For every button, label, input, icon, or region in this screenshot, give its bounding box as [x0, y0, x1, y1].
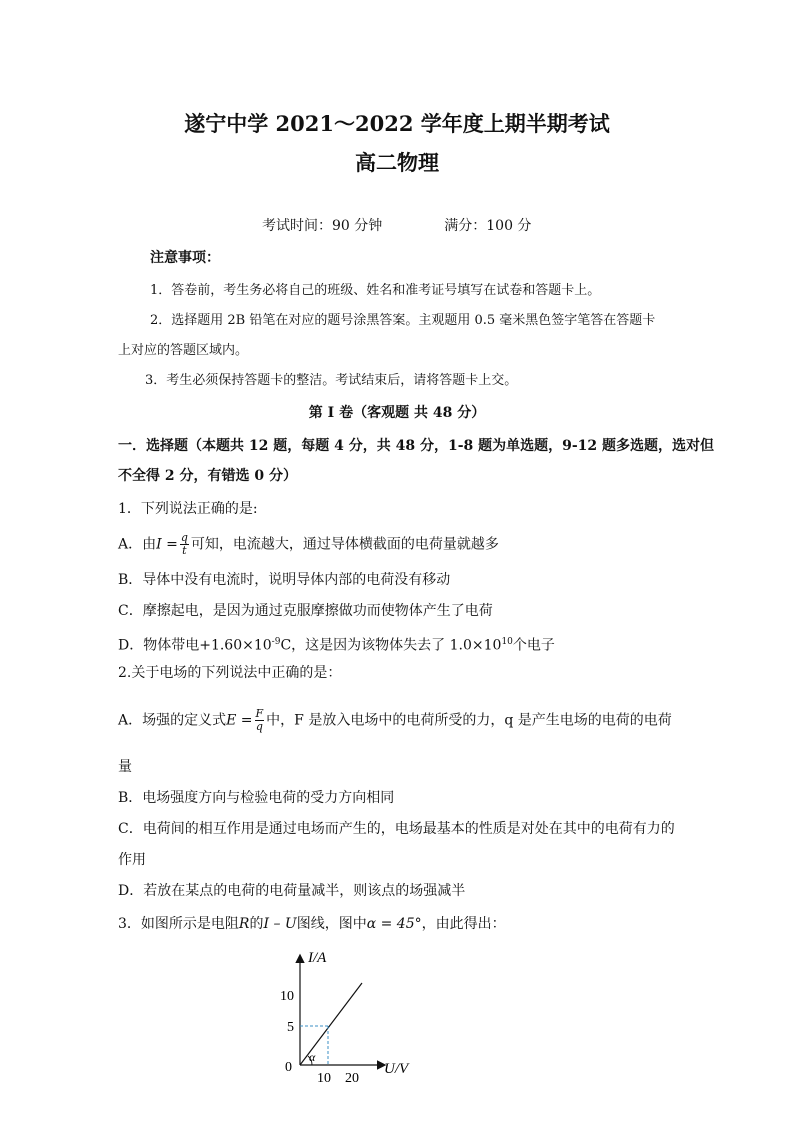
q1-a-prefix: A．由 [118, 536, 157, 553]
x-tick-20: 20 [345, 1071, 359, 1085]
q1-d-exponent-2: 10 [501, 637, 513, 647]
full-score: 满分：100 分 [444, 218, 532, 234]
q2-option-c-cont: 作用 [118, 852, 146, 868]
notice-item-1: 1．答卷前，考生务必将自己的班级、姓名和准考证号填写在试卷和答题卡上。 [150, 283, 601, 298]
angle-label: α [309, 1050, 316, 1064]
q1-a-formula-lhs: I = [156, 536, 178, 553]
q3-alpha-value: α = 45° [366, 916, 422, 932]
exam-time: 考试时间：90 分钟 [262, 218, 383, 234]
q1-a-numerator: q [180, 531, 188, 544]
exam-title: 遂宁中学 2021～2022 学年度上期半期考试 [184, 111, 610, 136]
q1-option-d [118, 632, 555, 656]
q3-iu-symbol: I – U [263, 916, 297, 932]
notice-heading: 注意事项： [150, 250, 220, 266]
q2-option-c: C．电荷间的相互作用是通过电场而产生的，电场最基本的性质是对处在其中的电荷有力的 [118, 821, 675, 837]
q2-option-b: B．电场强度方向与检验电荷的受力方向相同 [118, 790, 395, 806]
y-tick-10: 10 [280, 989, 294, 1004]
x-tick-10: 10 [317, 1071, 331, 1085]
q1-stem: 1．下列说法正确的是: [118, 501, 258, 517]
q3-stem-mid2: 图线，图中 [296, 916, 367, 932]
notice-item-3: 3．考生必须保持答题卡的整洁。考试结束后，请将答题卡上交。 [145, 373, 518, 388]
q2-option-d: D．若放在某点的电荷的电荷量减半，则该点的场强减半 [118, 883, 466, 899]
volume-heading: 第 Ⅰ 卷（客观题 共 48 分） [308, 405, 486, 421]
q1-option-b: B．导体中没有电流时，说明导体内部的电荷没有移动 [118, 572, 451, 588]
q2-option-a [118, 708, 672, 733]
q1-option-a [118, 532, 499, 557]
y-axis-label: I/A [308, 950, 327, 966]
q2-a-fraction [255, 708, 265, 733]
q3-resistor-symbol: R [238, 916, 250, 932]
q2-stem: 2.关于电场的下列说法中正确的是： [118, 665, 342, 681]
y-tick-5: 5 [287, 1020, 294, 1035]
q2-a-denominator: q [255, 720, 263, 733]
q1-d-mid: C，这是因为该物体失去了 1.0×10 [280, 637, 502, 654]
q1-option-c: C．摩擦起电，是因为通过克服摩擦做功而使物体产生了电荷 [118, 603, 493, 619]
q3-stem-mid: 的 [249, 916, 264, 932]
exam-subject: 高二物理 [355, 150, 439, 175]
q3-stem-suffix: ，由此得出： [421, 916, 506, 932]
exam-info [262, 216, 531, 236]
q1-a-text: 可知，电流越大，通过导体横截面的电荷量就越多 [190, 536, 499, 553]
q2-a-prefix: A．场强的定义式 [118, 712, 227, 729]
q1-a-denominator: t [182, 544, 187, 557]
section-heading: 一．选择题（本题共 12 题，每题 4 分，共 48 分，1-8 题为单选题，9-12 题多选题，选对但 [118, 438, 715, 454]
q1-a-fraction [180, 532, 189, 557]
q1-d-exponent-1: -9 [271, 637, 281, 647]
q2-a-text: 中，F 是放入电场中的电荷所受的力，q 是产生电场的电荷的电荷 [266, 712, 672, 729]
q1-d-suffix: 个电子 [512, 637, 555, 654]
iu-graph [272, 950, 432, 1085]
q2-option-a-cont: 量 [118, 759, 132, 775]
q2-a-formula-lhs: E = [226, 712, 253, 729]
q2-a-numerator: F [255, 707, 264, 720]
q3-stem-prefix: 3．如图所示是电阻 [118, 916, 239, 932]
x-axis-label: U/V [384, 1061, 409, 1077]
origin-label: 0 [285, 1060, 292, 1075]
notice-item-2-cont: 上对应的答题区域内。 [118, 343, 249, 358]
q1-d-prefix: D．物体带电+1.60×10 [118, 637, 272, 654]
q3-stem [118, 914, 506, 934]
notice-item-2: 2．选择题用 2B 铅笔在对应的题号涂黑答案。主观题用 0.5 毫米黑色签字笔答在答题卡 [150, 313, 656, 328]
section-heading-cont: 不全得 2 分，有错选 0 分） [118, 468, 297, 484]
